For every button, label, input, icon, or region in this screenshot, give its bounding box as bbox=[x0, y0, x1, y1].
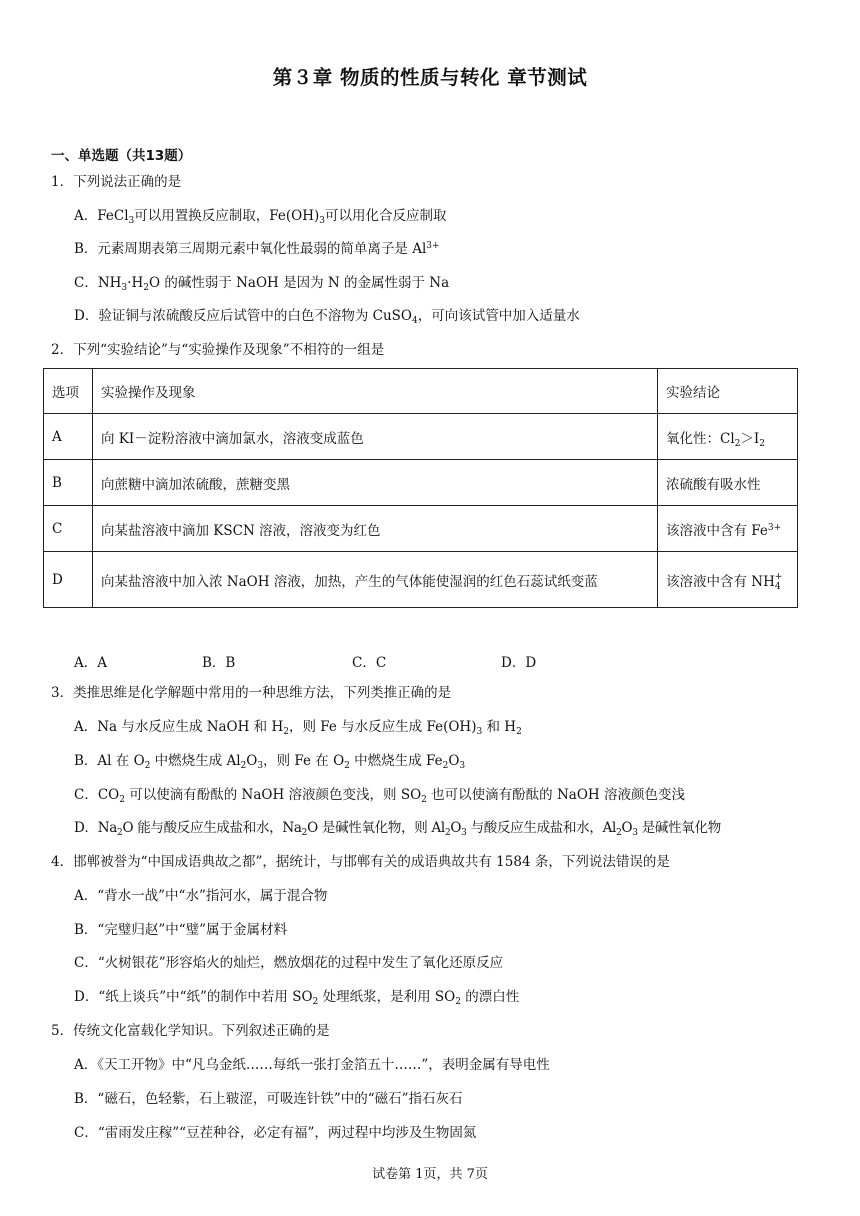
question-3-option-c: C．$CO_2$ 可以使滴有酚酞的 NaOH 溶液颜色变浅，则 $SO_2$ 也可以使滴有酚酞的 NaOH 溶液颜色变浅 bbox=[74, 787, 685, 805]
question-3-option-b: B．Al 在 $O_2$ 中燃烧生成 $Al_2O_3$，则 Fe 在 $O_2$ 中燃烧生成 $Fe_2O_3$ bbox=[74, 753, 466, 771]
table-header-row bbox=[44, 369, 798, 414]
row-option: D bbox=[44, 552, 93, 608]
question-1-option-d: D．验证铜与浓硫酸反应后试管中的白色不溶物为 CuSO$_4$，可向该试管中加入适量水 bbox=[74, 308, 580, 326]
row-conclusion: 该溶液中含有 $Fe^{3+}$ bbox=[658, 506, 798, 552]
question-3-option-a: A．Na 与水反应生成 NaOH 和 $H_2$，则 Fe 与水反应生成 $Fe(OH)_3$ 和 $H_2$ bbox=[74, 719, 522, 737]
question-1-option-a: A．FeCl$_3$可以用置换反应制取，$Fe(OH)_3$可以用化合反应制取 bbox=[74, 208, 447, 226]
experiment-table bbox=[43, 368, 798, 608]
answer-a: A．A bbox=[74, 655, 107, 671]
question-1-option-b: B．元素周期表第三周期元素中氧化性最弱的简单离子是 $Al^{3+}$ bbox=[74, 241, 440, 257]
section-heading: 一、单选题（共13题） bbox=[51, 148, 192, 164]
question-3-stem: 3．类推思维是化学解题中常用的一种思维方法，下列类推正确的是 bbox=[51, 685, 452, 701]
row-option: A bbox=[44, 414, 93, 460]
question-2-stem: 2．下列“实验结论”与“实验操作及现象”不相符的一组是 bbox=[51, 342, 385, 358]
answer-d: D．D bbox=[501, 655, 537, 671]
question-5-option-c: C．“雷雨发庄稼”“豆茬种谷，必定有福”，两过程中均涉及生物固氮 bbox=[74, 1125, 477, 1141]
row-operation: 向蔗糖中滴加浓硫酸，蔗糖变黑 bbox=[93, 460, 658, 506]
page-title: 第３章 物质的性质与转化 章节测试 bbox=[272, 66, 588, 89]
question-4-option-c: C．“火树银花”形容焰火的灿烂，燃放烟花的过程中发生了氧化还原反应 bbox=[74, 955, 504, 971]
question-4-option-a: A．“背水一战”中“水”指河水，属于混合物 bbox=[74, 888, 328, 904]
question-5-stem: 5．传统文化富载化学知识。下列叙述正确的是 bbox=[51, 1023, 330, 1039]
header-operation: 实验操作及现象 bbox=[93, 369, 658, 414]
question-4-option-b: B．“完璧归赵”中“璧”属于金属材料 bbox=[74, 922, 288, 938]
header-conclusion: 实验结论 bbox=[658, 369, 798, 414]
row-conclusion: 浓硫酸有吸水性 bbox=[658, 460, 798, 506]
table-row bbox=[44, 460, 798, 506]
row-operation: 向某盐溶液中滴加 KSCN 溶液，溶液变为红色 bbox=[93, 506, 658, 552]
table-row bbox=[44, 552, 798, 608]
row-conclusion: 氧化性：$Cl_2>I_2$ bbox=[658, 414, 798, 460]
question-1-stem: 1．下列说法正确的是 bbox=[51, 174, 182, 190]
row-operation: 向 KI－淀粉溶液中滴加氯水，溶液变成蓝色 bbox=[93, 414, 658, 460]
table-row bbox=[44, 506, 798, 552]
question-1-option-c: C．$NH_3\cdot H_2O$ 的碱性弱于 NaOH 是因为 N 的金属性弱于 Na bbox=[74, 275, 450, 293]
row-option: C bbox=[44, 506, 93, 552]
question-5-option-b: B．“磁石，色轻紫，石上皲涩，可吸连针铁”中的“磁石”指石灰石 bbox=[74, 1091, 463, 1107]
question-3-option-d: D．$Na_2O$ 能与酸反应生成盐和水，$Na_2O$ 是碱性氧化物，则 $Al_2O_3$ 与酸反应生成盐和水，$Al_2O_3$ 是碱性氧化物 bbox=[74, 820, 721, 838]
row-option: B bbox=[44, 460, 93, 506]
question-4-stem: 4．邯郸被誉为“中国成语典故之都”，据统计，与邯郸有关的成语典故共有 1584 条，下列说法错误的是 bbox=[51, 854, 670, 870]
row-operation: 向某盐溶液中加入浓 NaOH 溶液，加热，产生的气体能使湿润的红色石蕊试纸变蓝 bbox=[93, 552, 658, 608]
table-row bbox=[44, 414, 798, 460]
question-4-option-d: D．“纸上谈兵”中“纸”的制作中若用 $SO_2$ 处理纸浆，是利用 $SO_2$ 的漂白性 bbox=[74, 989, 520, 1007]
question-5-option-a: A．《天工开物》中“凡乌金纸……每纸一张打金箔五十……”，表明金属有导电性 bbox=[74, 1057, 550, 1073]
page-footer: 试卷第 1页，共 7页 bbox=[372, 1167, 488, 1182]
answer-c: C．C bbox=[352, 655, 387, 671]
answer-b: B．B bbox=[202, 655, 236, 671]
header-option: 选项 bbox=[44, 369, 93, 414]
row-conclusion: 该溶液中含有 NH + 4 bbox=[658, 552, 798, 608]
